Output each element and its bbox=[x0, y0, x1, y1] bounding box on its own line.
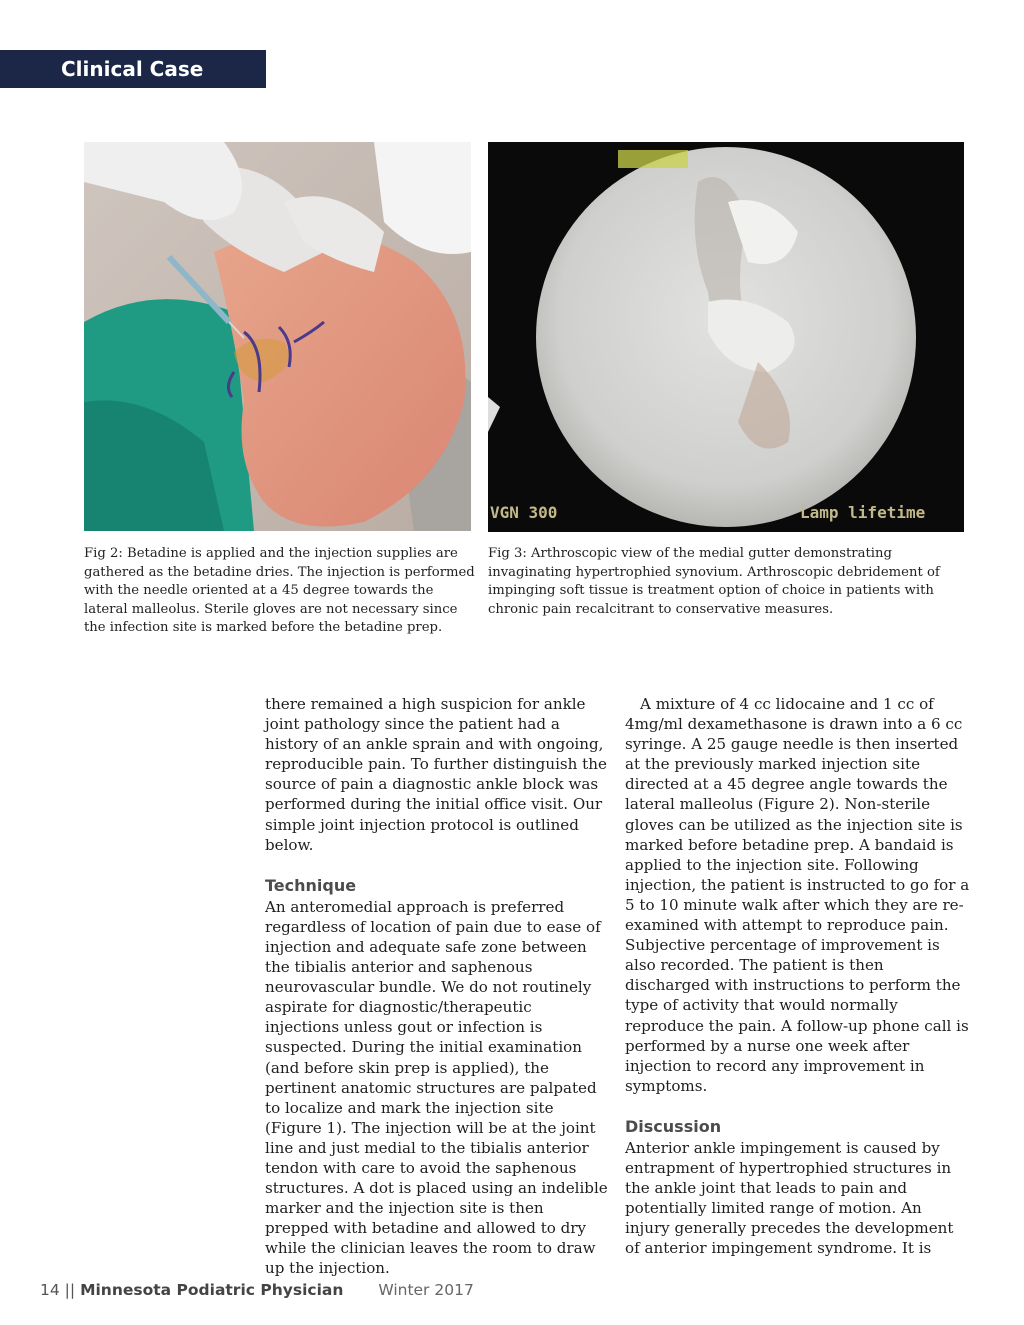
article-column-left bbox=[265, 694, 610, 1279]
injection-paragraph: A mixture of 4 cc lidocaine and 1 cc of 4mg/ml dexamethasone is drawn into a 6 cc syringe. A 25 gauge needle is then inserted at the previously marked injection site directed at a 45 degree angle towards the lateral malleolus (Figure 2). Non-sterile gloves can be utilized as the injection site is marked before betadine prep. A bandaid is applied to the injection site. Following injection, the patient is instructed to go for a 5 to 10 minute walk after which they are re-examined with attempt to reproduce pain. Subjective percentage of improvement is also recorded. The patient is then discharged with instructions to perform the type of activity that would normally reproduce the pain. A follow-up phone call is performed by a nurse one week after injection to record any improvement in symptoms. bbox=[625, 695, 970, 1095]
discussion-paragraph: Anterior ankle impingement is caused by entrapment of hypertrophied structures in the ankle joint that leads to pain and potentially limited range of motion. An injury generally precedes the development of anterior impingement syndrome. It is bbox=[625, 1138, 954, 1258]
technique-heading: Technique bbox=[265, 875, 357, 895]
article-column-right bbox=[625, 694, 970, 1258]
technique-paragraph: An anteromedial approach is preferred regardless of location of pain due to ease of injection and adequate safe zone between the tibialis anterior and saphenous neurovascular bundle. We do not routinely aspirate for diagnostic/therapeutic injections unless gout or infection is suspected. During the initial examination (and before skin prep is applied), the pertinent anatomic structures are palpated to localize and mark the injection site (Figure 1). The injection will be at the joint line and just medial to the tibialis anterior tendon with care to avoid the saphenous structures. A dot is placed using an indelible marker and the injection site is then prepped with betadine and allowed to dry while the clinician leaves the room to draw up the injection. bbox=[265, 897, 608, 1278]
page-number: 14 bbox=[40, 1281, 60, 1299]
issue-date: Winter 2017 bbox=[378, 1281, 474, 1299]
section-tab: Clinical Case bbox=[0, 50, 266, 88]
page-footer bbox=[40, 1281, 474, 1299]
footer-separator: || bbox=[64, 1281, 76, 1299]
scope-overlay-right: Lamp lifetime bbox=[800, 503, 926, 522]
figure-2-image bbox=[84, 142, 471, 531]
figure-3-image bbox=[488, 142, 964, 532]
figure-3-caption: Fig 3: Arthroscopic view of the medial gutter demonstrating invaginating hypertrophied synovium. Arthroscopic debridement of impinging soft tissue is treatment option of choice in patients with chronic pain recalcitrant to conservative measures. bbox=[488, 546, 940, 617]
discussion-heading: Discussion bbox=[625, 1116, 722, 1136]
scope-overlay-left: VGN 300 bbox=[490, 503, 558, 522]
figure-2-caption: Fig 2: Betadine is applied and the injection supplies are gathered as the betadine dries. The injection is performed with the needle oriented at a 45 degree towards the lateral malleolus. Sterile gloves are not necessary since the infection site is marked before the betadine prep. bbox=[84, 546, 475, 635]
journal-name: Minnesota Podiatric Physician bbox=[80, 1281, 344, 1299]
intro-paragraph: there remained a high suspicion for ankle joint pathology since the patient had a history of an ankle sprain and with ongoing, reproducible pain. To further distinguish the source of pain a diagnostic ankle block was performed during the initial office visit. Our simple joint injection protocol is outlined below. bbox=[265, 695, 607, 854]
